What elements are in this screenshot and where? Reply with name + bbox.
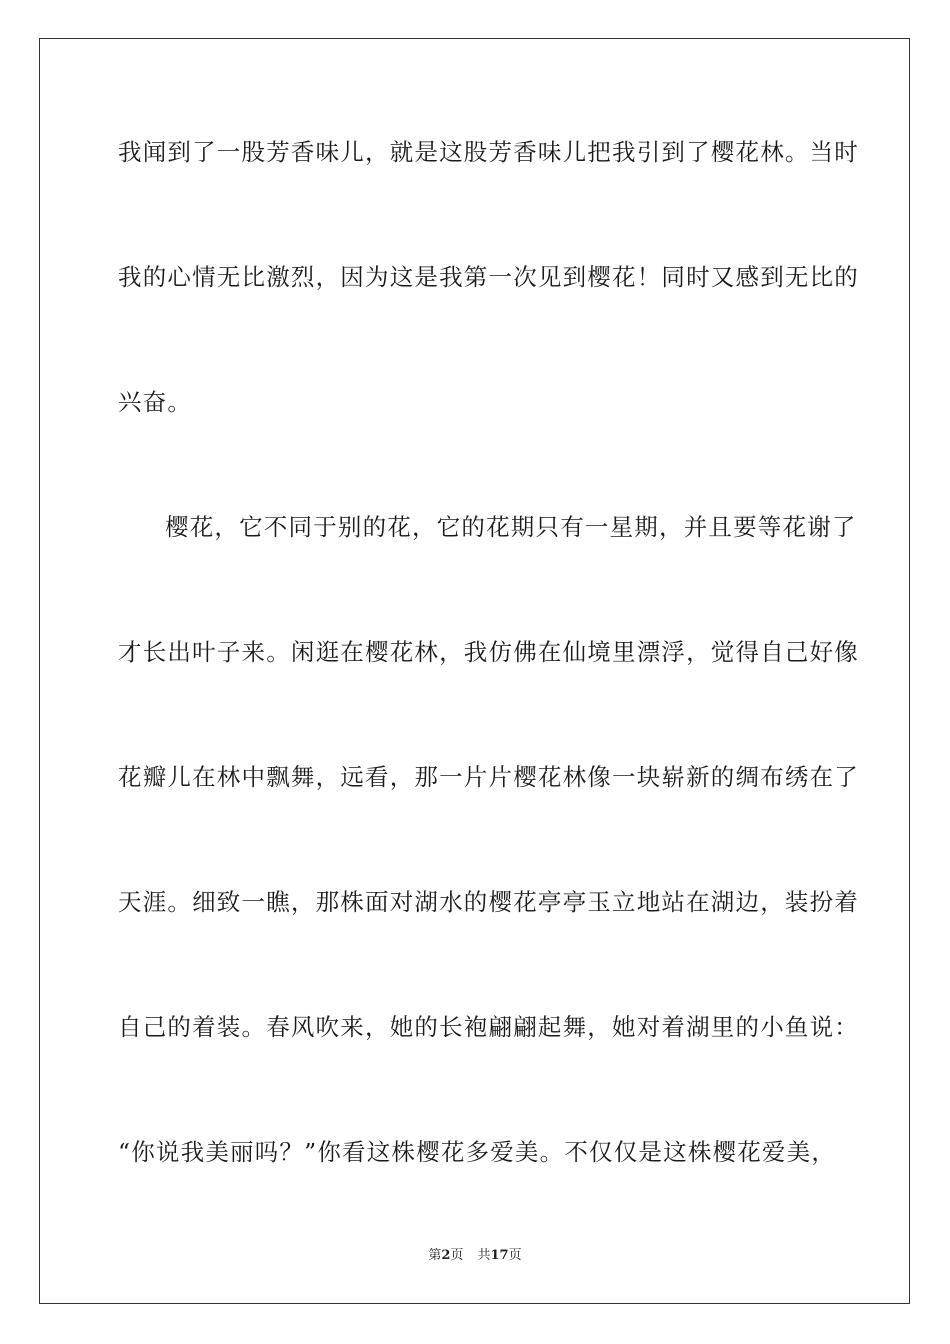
page-prefix: 第 (428, 1248, 442, 1263)
page-number: 2 (441, 1248, 451, 1263)
total-suffix: 页 (508, 1248, 522, 1263)
text-line: 天涯。细致一瞧，那株面对湖水的樱花亭亭玉立地站在湖边，装扮着 (118, 888, 859, 916)
text-line: “你说我美丽吗？”你看这株樱花多爱美。不仅仅是这株樱花爱美， (118, 1138, 837, 1166)
text-line: 兴奋。 (118, 388, 193, 416)
page-frame (39, 38, 910, 1304)
text-line: 才长出叶子来。闲逛在樱花林，我仿佛在仙境里漂浮，觉得自己好像 (118, 638, 859, 666)
paragraph-first-line: 樱花，它不同于别的花，它的花期只有一星期，并且要等花谢了 (165, 513, 857, 541)
total-prefix: 共 (477, 1248, 491, 1263)
page-suffix: 页 (450, 1248, 464, 1263)
text-line: 自己的着装。春风吹来，她的长袍翩翩起舞，她对着湖里的小鱼说： (118, 1013, 859, 1041)
text-line: 我闻到了一股芳香味儿，就是这股芳香味儿把我引到了樱花林。当时 (118, 138, 859, 166)
total-pages: 17 (490, 1248, 509, 1263)
text-line: 花瓣儿在林中飘舞，远看，那一片片樱花林像一块崭新的绸布绣在了 (118, 763, 859, 791)
page-footer (0, 1248, 950, 1264)
text-line: 我的心情无比激烈，因为这是我第一次见到樱花！同时又感到无比的 (118, 263, 859, 291)
